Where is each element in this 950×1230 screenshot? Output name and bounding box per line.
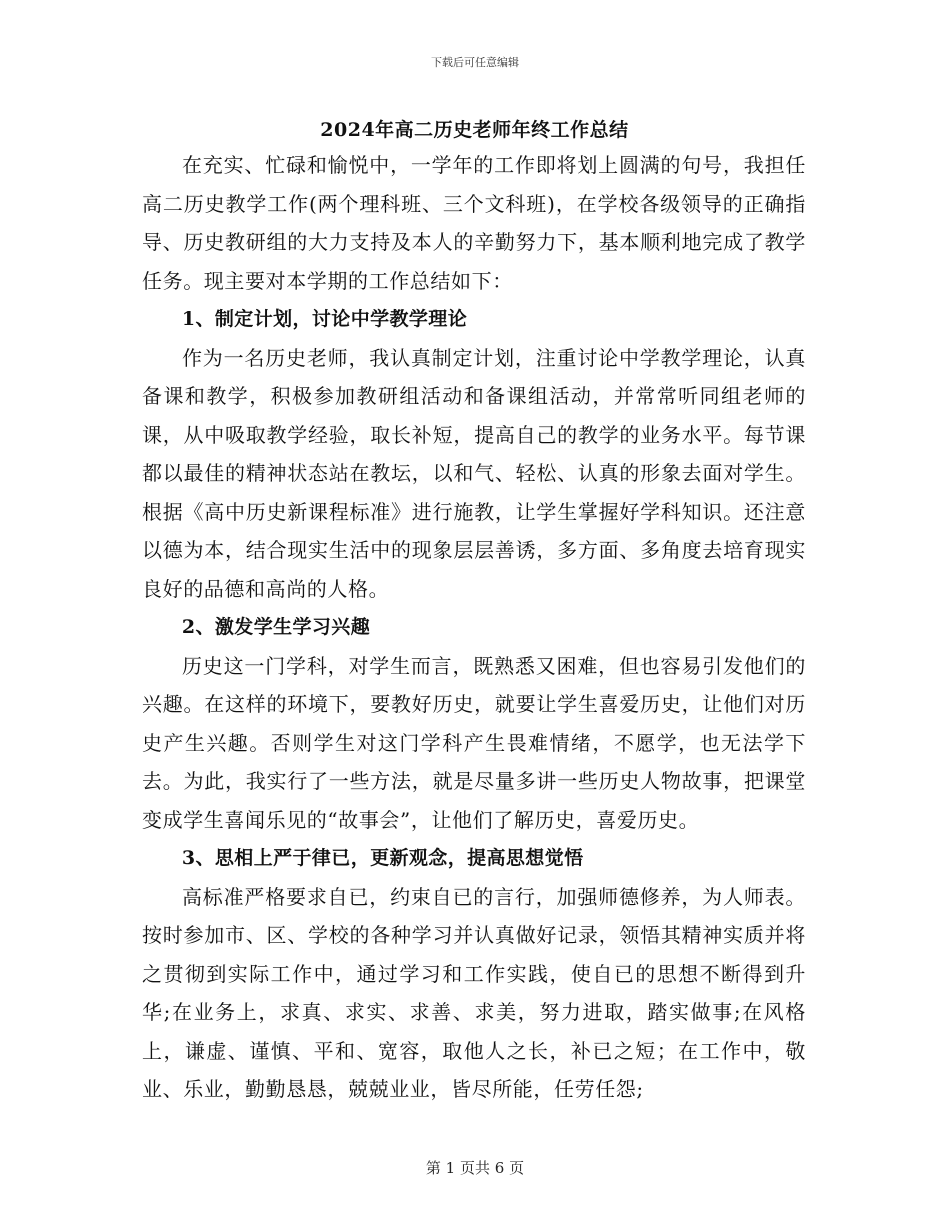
document-body xyxy=(142,146,806,1109)
section-body-2: 历史这一门学科，对学生而言，既熟悉又困难，但也容易引发他们的兴趣。在这样的环境下，要教好历史，就要让学生喜爱历史，让他们对历史产生兴趣。否则学生对这门学科产生畏难情绪，不愿学，也无法学下去。为此，我实行了一些方法，就是尽量多讲一些历史人物故事，把课堂变成学生喜闻乐见的“故事会”，让他们了解历史，喜爱历史。 xyxy=(142,653,806,832)
document-title: 2024年高二历史老师年终工作总结 xyxy=(320,119,629,141)
intro-paragraph: 在充实、忙碌和愉悦中，一学年的工作即将划上圆满的句号，我担任高二历史教学工作(两个理科班、三个文科班)，在学校各级领导的正确指导、历史教研组的大力支持及本人的辛勤努力下，基本顺利地完成了教学任务。现主要对本学期的工作总结如下： xyxy=(142,153,806,293)
section-body-3: 高标准严格要求自已，约束自已的言行，加强师德修养，为人师表。按时参加市、区、学校的各种学习并认真做好记录，领悟其精神实质并将之贯彻到实际工作中，通过学习和工作实践，使自已的思想不断得到升华;在业务上，求真、求实、求善、求美，努力进取，踏实做事;在风格上，谦虚、谨慎、平和、宽容，取他人之长，补已之短；在工作中，敬业、乐业，勤勤恳恳，兢兢业业，皆尽所能，任劳任怨; xyxy=(142,884,806,1101)
header-note: 下载后可任意编辑 xyxy=(431,56,519,69)
section-heading-1: 1、制定计划，讨论中学教学理论 xyxy=(181,308,468,330)
section-heading-2: 2、激发学生学习兴趣 xyxy=(181,616,371,638)
section-body-1: 作为一名历史老师，我认真制定计划，注重讨论中学教学理论，认真备课和教学，积极参加教研组活动和备课组活动，并常常听同组老师的课，从中吸取教学经验，取长补短，提高自己的教学的业务水平。每节课都以最佳的精神状态站在教坛，以和气、轻松、认真的形象去面对学生。根据《高中历史新课程标准》进行施教，让学生掌握好学科知识。还注意以德为本，结合现实生活中的现象层层善诱，多方面、多角度去培育现实良好的品德和高尚的人格。 xyxy=(142,345,806,601)
section-heading-3: 3、思相上严于律已，更新观念，提高思想觉悟 xyxy=(181,847,584,869)
page-footer: 第 1 页共 6 页 xyxy=(425,1159,525,1177)
